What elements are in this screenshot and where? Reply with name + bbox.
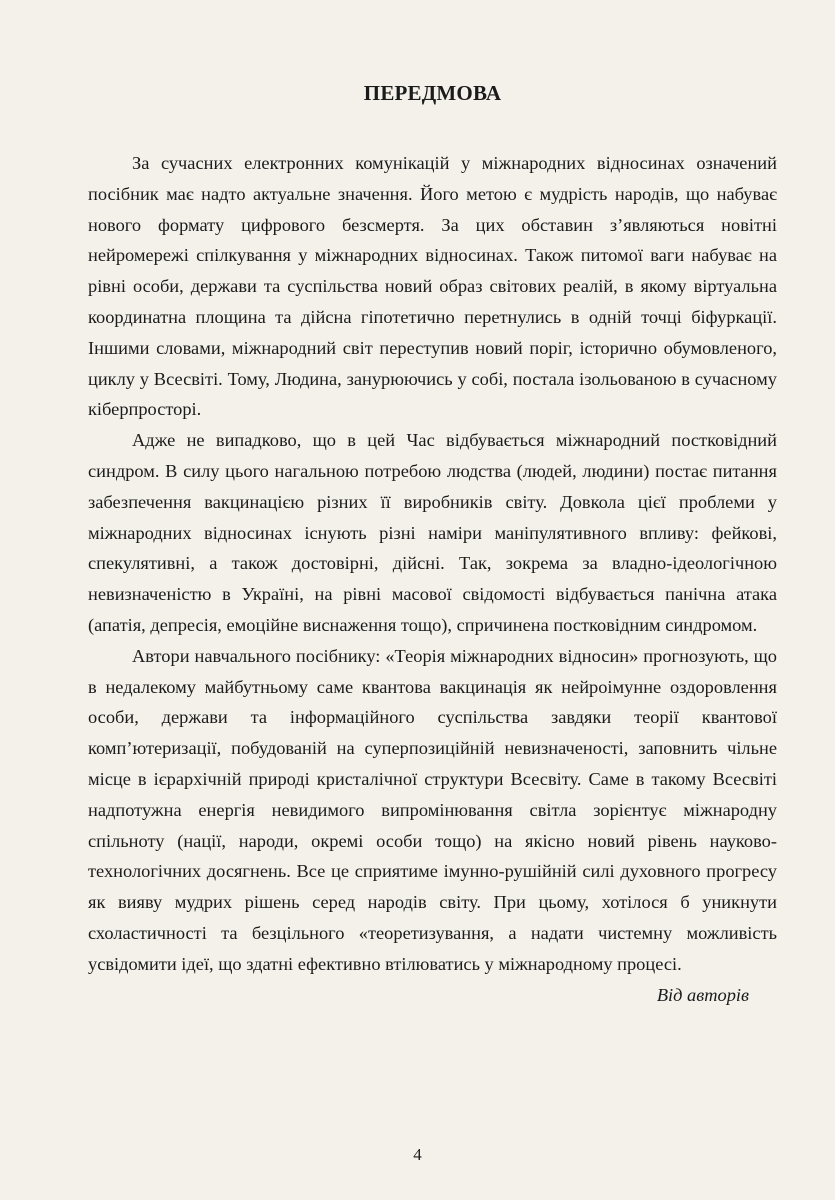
authors-signature: Від авторів	[656, 984, 749, 1005]
page-number: 4	[413, 1145, 422, 1164]
page-title: ПЕРЕДМОВА	[363, 81, 502, 105]
paragraph-3: Автори навчального посібнику: «Теорія міжнародних відносин» прогнозують, що в недалекому майбутньому саме квантова вакцинація як нейроімунне оздоровлення особи, держави та інформаційного суспільства завдяки теорії квантової комп’ютеризації, побудованій на суперпозиційній невизначеності, заповнить чільне місце в ієрархічній природі кристалічної структури Всесвіту. Саме в такому Всесвіті надпотужна енергія невидимого випромінювання світла зорієнтує міжнародну спільноту (нації, народи, окремі особи тощо) на якісно новий рівень науково-технологічних досягнень. Все це сприятиме імунно-рушійній силі духовного прогресу як вияву мудрих рішень серед народів світу. При цьому, хотілося б уникнути схоластичності та безцільного «теоретизування, а надати чистемну можливість усвідомити ідеї, що здатні ефективно втілюватись у міжнародному процесі.	[88, 645, 777, 974]
paragraph-1: За сучасних електронних комунікацій у міжнародних відносинах означений посібник має надто актуальне значення. Його метою є мудрість народів, що набуває нового формату цифрового безсмертя. За цих обставин з’являються новітні нейромережі спілкування у міжнародних відносинах. Також питомої ваги набуває на рівні особи, держави та суспільства новий образ світових реалій, в якому віртуальна координатна площина та дійсна гіпотетично перетнулись в одній точці біфуркації. Іншими словами, міжнародний світ переступив новий поріг, історично обумовленого, циклу у Всесвіті. Тому, Людина, занурюючись у собі, постала ізольованою в сучасному кіберпросторі.	[88, 153, 777, 420]
paragraph-2: Адже не випадково, що в цей Час відбувається міжнародний постковідний синдром. В силу цього нагальною потребою людства (людей, людини) постає питання забезпечення вакцинацією різних її виробників світу. Довкола цієї проблеми у міжнародних відносинах існують різні наміри маніпулятивного впливу: фейкові, спекулятивні, а також достовірні, дійсні. Так, зокрема за владно-ідеологічною невизначеністю в Україні, на рівні масової свідомості відбувається панічна атака (апатія, депресія, емоційне виснаження тощо), спричинена постковідним синдромом.	[88, 430, 777, 635]
